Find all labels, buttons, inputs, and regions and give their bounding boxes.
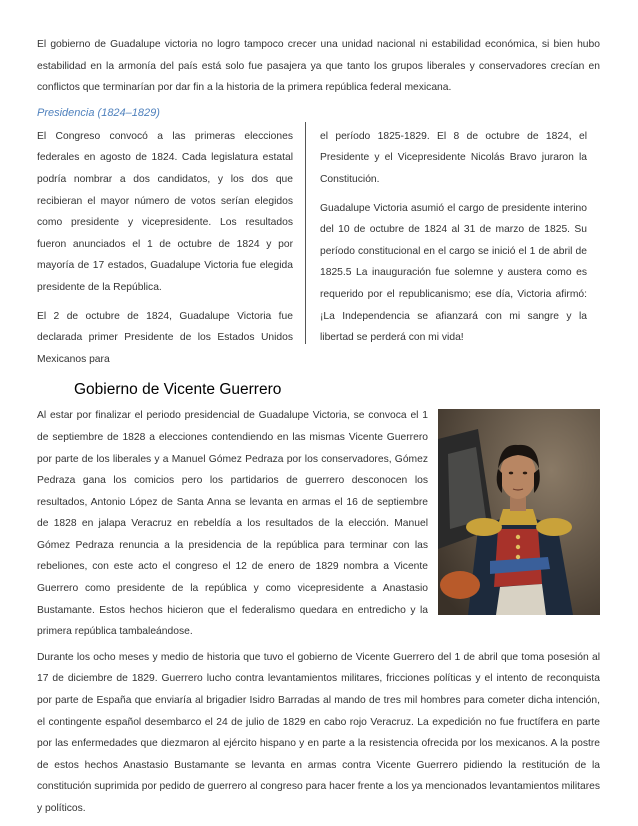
left-paragraph-2: El 2 de octubre de 1824, Guadalupe Victoria fue declarada primer Presidente de los Estados Unidos Mexicanos para xyxy=(37,310,293,365)
guerrero-paragraph-2: Durante los ocho meses y medio de historia que tuvo el gobierno de Vicente Guerrero del 1 de abril que toma posesión al 17 de diciembre de 1829. Guerrero lucho contra levantamientos militares, fricciones políticas y el intento de reconquista por parte de España que enviaría al brigadier Isidro Barradas al mando de tres mil hombres para cometer dicha intención, el contingente español desembarco el 24 de julio de 1829 en cabo rojo Veracruz. La expedición no fue fructífera en parte por las enfermedades que diezmaron al ejército hispano y en parte a la resistencia ofrecida por los mexicanos. A la postre de estos hechos Anastasio Bustamante se levanta en armas contra Vicente Guerrero pidiendo la restitución de la constitución suprimida por pedido de guerrero al congreso para hacer frente a los ya mencionados levantamientos militares y políticos. xyxy=(37,651,600,814)
guerrero-section xyxy=(37,405,600,643)
right-paragraph-1: el período 1825-1829. El 8 de octubre de 1824, el Presidente y el Vicepresidente Nicolás Bravo juraron la Constitución. xyxy=(320,130,587,185)
guerrero-continuation xyxy=(37,647,600,820)
portrait-image xyxy=(438,409,600,615)
guerrero-paragraph-1: Al estar por finalizar el periodo presidencial de Guadalupe Victoria, se convoca el 1 de septiembre de 1828 a elecciones contendiendo en las mismas Vicente Guerrero por parte de los liberales y a Manuel Gómez Pedraza por los conservadores, Gómez Pedraza gana los comicios pero los partidarios de guerrero desconocen los resultados, Antonio López de Santa Anna se levanta en armas el 16 de septiembre de 1828 en jalapa Veracruz en rebeldía a los resultados de la elección. Manuel Gómez Pedraza renuncia a la presidencia de la república para terminar con las rebeliones, con este acto el congreso el 12 de enero de 1829 nombra a Vicente Guerrero como presidente de la república y como vicepresidente a Anastasio Bustamante. Estos hechos hicieron que el federalismo quedara en entredicho y la primera república tambaleándose. xyxy=(37,410,428,638)
right-paragraph-2: Guadalupe Victoria asumió el cargo de presidente interino del 10 de octubre de 1824 al 31 de marzo de 1825. Su período constitucional en el cargo se inició el 1 de abril de 1825.5 La inauguración fue solemne y austera como es requerido por el republicanismo; ese día, Victoria afirmó: ¡La Independencia se afianzará con mi sangre y la libertad se perderá con mi vida! xyxy=(320,202,587,344)
right-column xyxy=(306,126,587,378)
presidency-subheading: Presidencia (1824–1829) xyxy=(37,106,160,119)
two-column-section xyxy=(37,126,600,378)
guerrero-heading: Gobierno de Vicente Guerrero xyxy=(74,381,282,399)
left-paragraph-1: El Congreso convocó a las primeras elecciones federales en agosto de 1824. Cada legislatura estatal podría nombrar a dos candidatos, y los dos que recibieran el mayor número de votos serían elegidos como presidente y vicepresidente. Los resultados fueron anunciados el 1 de octubre de 1824 y por mayoría de 17 estados, Guadalupe Victoria fue elegida presidente de la República. xyxy=(37,130,293,293)
left-column xyxy=(37,126,305,378)
vicente-guerrero-portrait-icon xyxy=(438,409,600,615)
intro-paragraph: El gobierno de Guadalupe victoria no logro tampoco crecer una unidad nacional ni estabilidad económica, si bien hubo estabilidad en la armonía del país está solo fue pasajera ya que tanto los grupos liberales y conservadores crecían en conflictos que terminarían por dar fin a la historia de la primera república federal mexicana. xyxy=(37,39,600,94)
